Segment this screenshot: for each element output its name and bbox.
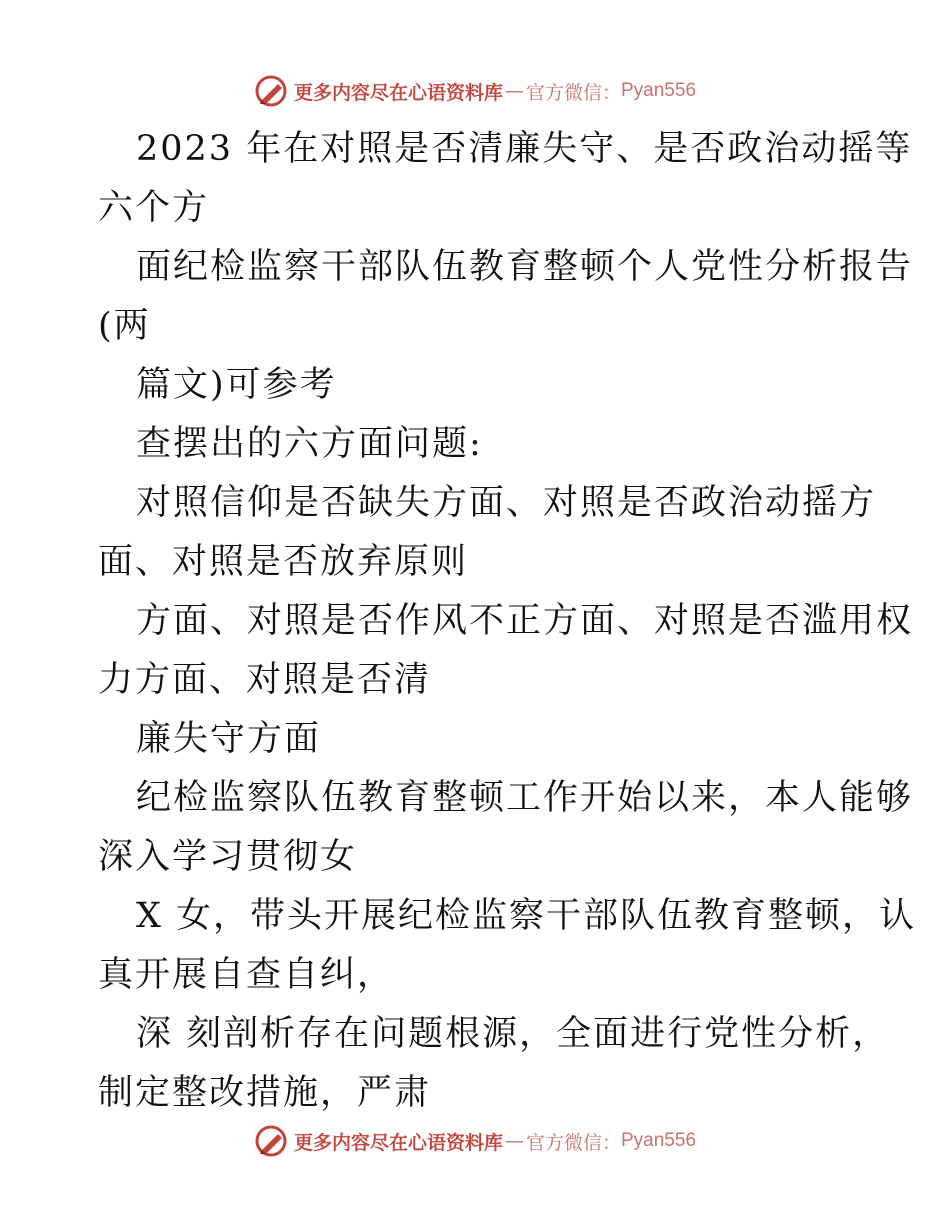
footer-banner [0,1121,950,1161]
header-banner [0,71,950,111]
text-line: 篇文)可参考 [136,365,337,405]
text-line: (两 [98,306,151,346]
footer-brand-text: 更多内容尽在心语资料库 [293,1131,503,1154]
text-line: 廉失守方面 [136,719,322,759]
text-line: 纪检监察队伍教育整顿工作开始以来，本人能够 [136,778,914,818]
header-brand-text: 更多内容尽在心语资料库 [293,81,503,104]
pen-logo-icon [254,74,288,108]
text-line: 六个方 [98,188,210,228]
pen-logo-icon [254,1124,288,1158]
text-line: 制定整改措施，严肃 [98,1073,432,1113]
footer-wechat-label: 官方微信： [525,1131,621,1154]
footer-wechat-id: Pyan556 [621,1130,697,1151]
text-line: 深入学习贯彻女 [98,837,358,877]
text-line: 力方面、对照是否清 [98,660,432,700]
footer-separator: — [504,1130,524,1152]
text-line: 方面、对照是否作风不正方面、对照是否滥用权 [136,601,914,641]
text-line: 面纪检监察干部队伍教育整顿个人党性分析报告 [136,247,914,287]
header-wechat-id: Pyan556 [621,80,697,101]
text-line: 深 刻剖析存在问题根源，全面进行党性分析， [136,1014,890,1054]
text-line: 2023 年在对照是否清廉失守、是否政治动摇等 [136,129,913,169]
text-line: 面、对照是否放弃原则 [98,542,469,582]
header-wechat-label: 官方微信： [525,81,621,104]
text-line: 真开展自查自纠， [98,955,395,995]
text-line: 查摆出的六方面问题: [136,424,483,464]
text-line: X 女，带头开展纪检监察干部队伍教育整顿，认 [136,896,917,936]
document-body [98,120,917,1123]
header-separator: — [504,80,524,102]
text-line: 对照信仰是否缺失方面、对照是否政治动摇方 [136,483,877,523]
